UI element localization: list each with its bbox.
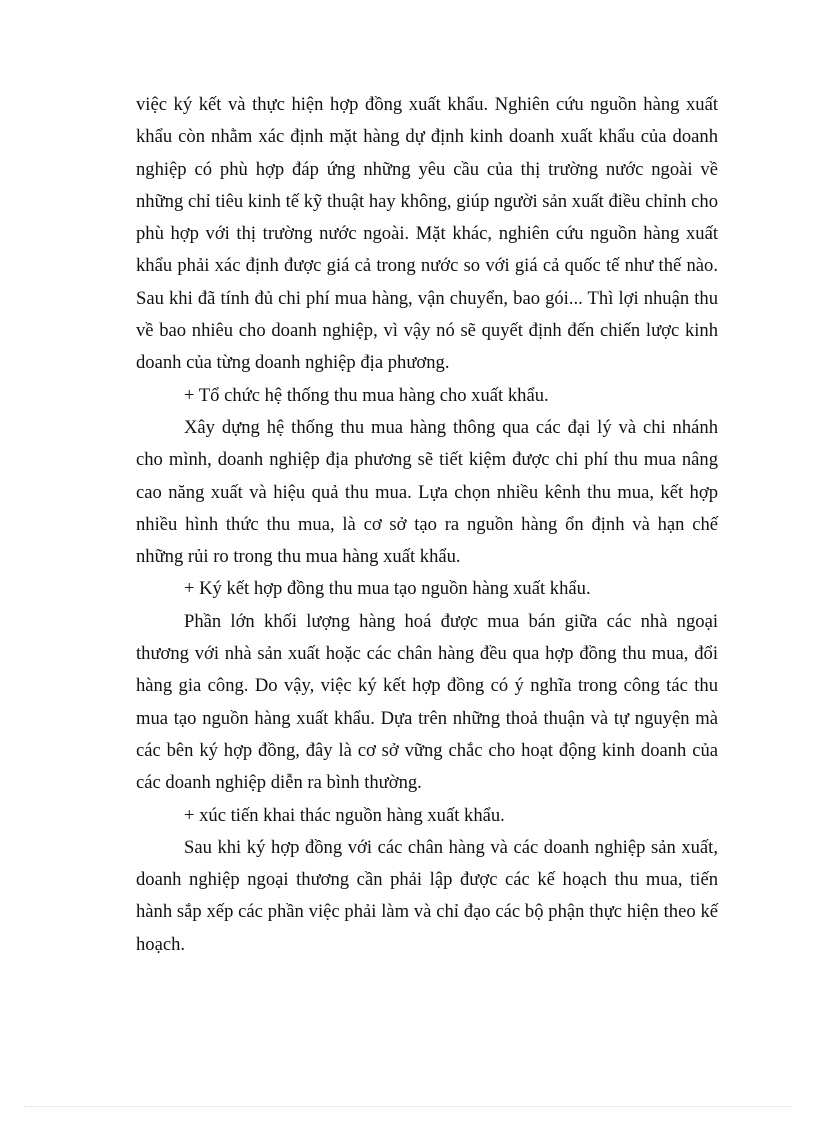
paragraph-purchase-contracts: Phần lớn khối lượng hàng hoá được mua bán giữa các nhà ngoại thương với nhà sản xuất hoặc các chân hàng đều qua hợp đồng thu mua, đổi hàng gia công. Do vậy, việc ký kết hợp đồng có ý nghĩa trong công tác thu mua tạo nguồn hàng xuất khẩu. Dựa trên những thoả thuận và tự nguyện mà các bên ký hợp đồng, đây là cơ sở vững chắc cho hoạt động kinh doanh của các doanh nghiệp diễn ra bình thường. [136, 610, 718, 794]
document-body [136, 89, 718, 961]
paragraph-continuation: việc ký kết và thực hiện hợp đồng xuất khẩu. Nghiên cứu nguồn hàng xuất khẩu còn nhằm xác định mặt hàng dự định kinh doanh xuất khẩu của doanh nghiệp có phù hợp đáp ứng những yêu cầu của thị trường nước ngoài về những chỉ tiêu kinh tế kỹ thuật hay không, giúp người sản xuất điều chỉnh cho phù hợp với thị trường nước ngoài. Mặt khác, nghiên cứu nguồn hàng xuất khẩu phải xác định được giá cả trong nước so với giá cả quốc tế như thế nào. Sau khi đã tính đủ chi phí mua hàng, vận chuyển, bao gói... Thì lợi nhuận thu về bao nhiêu cho doanh nghiệp, vì vậy nó sẽ quyết định đến chiến lược kinh doanh của từng doanh nghiệp địa phương. [136, 94, 718, 374]
paragraph-source-promotion: Sau khi ký hợp đồng với các chân hàng và các doanh nghiệp sản xuất, doanh nghiệp ngoại thương cần phải lập được các kế hoạch thu mua, tiến hành sắp xếp các phần việc phải làm và chỉ đạo các bộ phận thực hiện theo kế hoạch. [136, 836, 718, 955]
subheading-purchase-contracts: + Ký kết hợp đồng thu mua tạo nguồn hàng xuất khẩu. [184, 578, 591, 600]
subheading-source-promotion: + xúc tiến khai thác nguồn hàng xuất khẩu. [184, 804, 505, 826]
paragraph-purchasing-system: Xây dựng hệ thống thu mua hàng thông qua các đại lý và chi nhánh cho mình, doanh nghiệp địa phương sẽ tiết kiệm được chi phí thu mua nâng cao năng xuất và hiệu quả thu mua. Lựa chọn nhiều kênh thu mua, kết hợp nhiều hình thức thu mua, là cơ sở tạo ra nguồn hàng ổn định và hạn chế những rủi ro trong thu mua hàng xuất khẩu. [136, 416, 718, 568]
subheading-purchasing-system: + Tổ chức hệ thống thu mua hàng cho xuất khẩu. [184, 384, 549, 406]
footer-divider [24, 1106, 792, 1107]
